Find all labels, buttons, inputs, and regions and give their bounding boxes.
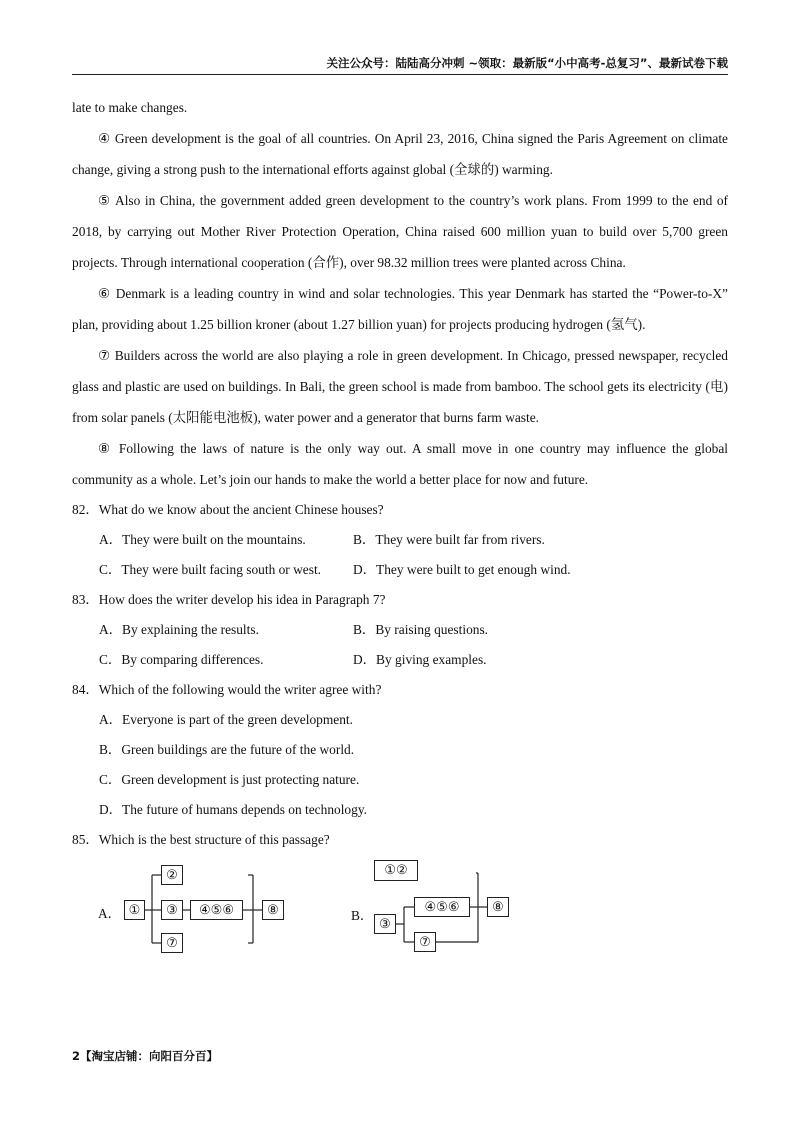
paragraph-6: ⑥ Denmark is a leading country in wind and solar technologies. This year Denmark has started the “Power-to-X” plan, providing about 1.25 billion kroner (about 1.27 billion yuan) for projects producing hydrogen (氢气). (72, 286, 728, 332)
box-7: ⑦ (161, 933, 183, 953)
option-c: C．By comparing differences. (99, 652, 264, 667)
option-b: B．They were built far from rivers. (353, 532, 545, 547)
diagram-a-label: A． (98, 906, 122, 921)
question-stem: 82．What do we know about the ancient Chinese houses? (72, 502, 384, 517)
option-a: A．They were built on the mountains. (99, 532, 306, 547)
option-d: D．They were built to get enough wind. (353, 562, 571, 577)
question-stem: 83．How does the writer develop his idea in Paragraph 7? (72, 592, 386, 607)
option-c: C．They were built facing south or west. (99, 562, 322, 577)
option-c: C．Green development is just protecting nature. (99, 772, 360, 787)
question-stem: 85．Which is the best structure of this passage? (72, 832, 330, 847)
box-8: ⑧ (262, 900, 284, 920)
paragraph-4: ④ Green development is the goal of all countries. On April 23, 2016, China signed the Paris Agreement on climate change, giving a strong push to the international efforts against global (全球的) warming. (72, 131, 728, 177)
paragraph-continued: late to make changes. (72, 100, 188, 115)
option-a: A．By explaining the results. (99, 622, 259, 637)
paragraph-5: ⑤ Also in China, the government added green development to the country’s work plans. From 1999 to the end of 2018, by carrying out Mother River Protection Operation, China raised 600 million yuan to build over 5,700 green projects. Through international cooperation (合作), over 98.32 million trees were planted across China. (72, 193, 728, 270)
option-b: B．By raising questions. (353, 622, 489, 637)
box-4-5-6: ④⑤⑥ (190, 900, 243, 920)
box-7: ⑦ (414, 932, 436, 952)
option-b: B．Green buildings are the future of the world. (99, 742, 355, 757)
option-d: D．By giving examples. (353, 652, 487, 667)
box-4-5-6: ④⑤⑥ (414, 897, 470, 917)
box-1: ① (124, 900, 145, 920)
box-1-2: ①② (374, 860, 418, 881)
page-header: 关注公众号：陆陆高分冲刺 ~领取：最新版“小中高考-总复习”、最新试卷下载 (72, 52, 728, 75)
diagram-b-label: B． (351, 908, 374, 923)
box-3: ③ (161, 900, 183, 920)
page-footer: 2【淘宝店铺：向阳百分百】 (72, 1049, 219, 1063)
box-2: ② (161, 865, 183, 885)
paragraph-8: ⑧ Following the laws of nature is the only way out. A small move in one country may influence the global community as a whole. Let’s join our hands to make the world a better place for now and future. (72, 441, 729, 487)
question-stem: 84．Which of the following would the writer agree with? (72, 682, 382, 697)
box-3: ③ (374, 914, 396, 934)
option-d: D．The future of humans depends on technology. (99, 802, 367, 817)
box-8: ⑧ (487, 897, 509, 917)
paragraph-7: ⑦ Builders across the world are also playing a role in green development. In Chicago, pressed newspaper, recycled glass and plastic are used on buildings. In Bali, the green school is made from bamboo. The school gets its electricity (电) from solar panels (太阳能电池板), water power and a generator that burns farm waste. (72, 348, 728, 425)
option-a: A．Everyone is part of the green development. (99, 712, 353, 727)
